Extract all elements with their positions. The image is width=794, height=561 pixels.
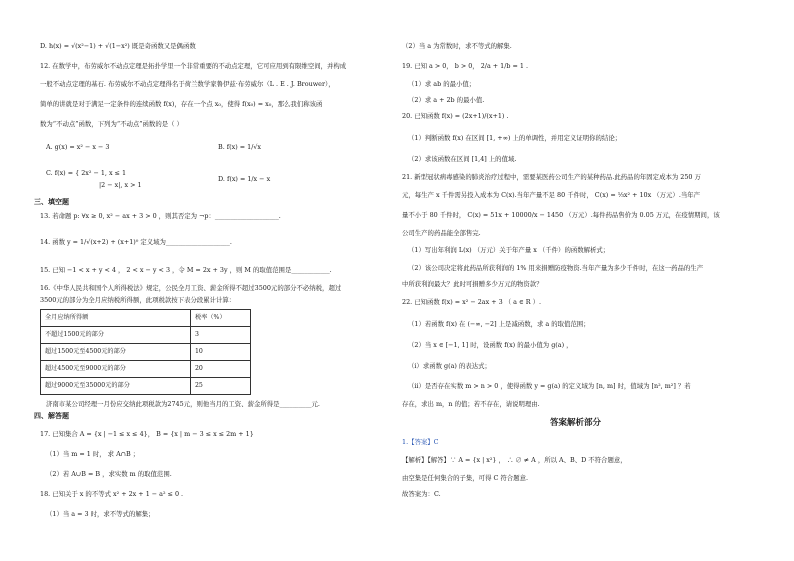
q12-text-line1: 12. 在数学中，布劳威尔不动点定理是拓扑学里一个非常重要的不动点定理，它可应用到有限维空间，并构成 bbox=[40, 62, 347, 70]
answer-1-analysis-line3: 故答案为：C. bbox=[402, 490, 441, 498]
q18-part2: （2）当 a 为常数时，求不等式的解集. bbox=[402, 42, 512, 50]
answer-1-analysis-line1: 【解析】【解答】∵ A = {x | x²} ， ∴ ∅ ≠ A ，所以 A、B、D 不符合题意， bbox=[402, 456, 627, 464]
q20: 20. 已知函数 f(x) = (2x+1)/(x+1) . bbox=[402, 112, 509, 120]
q20-part2: （2）求该函数在区间 [1,4] 上的值域. bbox=[408, 155, 517, 163]
table-header-cell: 税率（%） bbox=[191, 310, 251, 327]
q22-part2-ii-line1: （ii）是否存在实数 m > n > 0 ，使得函数 y = g(a) 的定义域为 [n, m] 时，值域为 [n², m²] ？若 bbox=[408, 382, 691, 390]
table-row bbox=[41, 361, 251, 378]
table-cell: 不超过1500元的部分 bbox=[41, 327, 191, 344]
tax-rate-table bbox=[40, 309, 251, 395]
q12-option-c-line2: |2 − x|, x > 1 bbox=[99, 181, 142, 189]
q17-part2: （2）若 A∪B = B ，求实数 m 的取值范围. bbox=[46, 470, 172, 478]
table-row bbox=[41, 344, 251, 361]
table-cell: 20 bbox=[191, 361, 251, 378]
table-cell: 10 bbox=[191, 344, 251, 361]
q19: 19. 已知 a > 0， b > 0， 2/a + 1/b = 1 . bbox=[402, 62, 529, 70]
q12-text-line4: 数为“不动点”函数，下列为“不动点”函数的是（ ） bbox=[40, 120, 183, 128]
q12-option-c-line1: C. f(x) = { 2x² − 1, x ≤ 1 bbox=[46, 169, 127, 177]
right-column bbox=[400, 0, 760, 561]
q15: 15. 已知 −1 < x + y < 4 ， 2 < x − y < 3 ，令 M = 2x + 3y ，则 M 的取值范围是____________. bbox=[40, 266, 332, 274]
q13: 13. 若命题 p: ∀x ≥ 0, x² − ax + 3 > 0 ，则其否定为 ¬p：____________________. bbox=[40, 212, 281, 220]
table-row bbox=[41, 378, 251, 395]
q17-part1: （1）当 m = 1 时， 求 A∩B ； bbox=[46, 450, 140, 458]
q19-part2: （2）求 a + 2b 的最小值. bbox=[408, 96, 485, 104]
table-cell: 25 bbox=[191, 378, 251, 395]
table-cell: 超过4500元至9000元的部分 bbox=[41, 361, 191, 378]
q18-part1: （1）当 a = 3 时，求不等式的解集； bbox=[46, 510, 155, 518]
q16-text-line2: 3500元的部分为全月应纳税所得额，此项税款按下表分段累计计算： bbox=[40, 296, 236, 304]
q16-text-line3: 济南市某公司经理一月份应交纳此项税款为2745元，则他当月的工资、薪金所得是__________元. bbox=[46, 400, 320, 408]
q12-text-line2: 一般不动点定理的基石. 布劳威尔不动点定理得名于荷兰数学家鲁伊兹·布劳威尔（L . E . J. Brouwer）， bbox=[40, 80, 335, 88]
q22-part2: （2）当 x ∈ [−1, 1] 时，设函数 f(x) 的最小值为 g(a) ， bbox=[408, 341, 573, 349]
q21-part2-line2: 中所获利润最大？此时可捐赠多少万元的物资款？ bbox=[402, 280, 543, 288]
q11-option-d: D. h(x) = √(x²−1) + √(1−x²) 既是奇函数又是偶函数 bbox=[40, 42, 196, 50]
q12-option-d: D. f(x) = 1/x − x bbox=[218, 175, 271, 183]
q22-part2-ii-line2: 存在，求出 m，n 的值；若不存在，请说明理由. bbox=[402, 400, 540, 408]
q21-text-line4: 公司生产的药品能全部售完. bbox=[402, 229, 481, 237]
answer-1-tag: 1.【答案】C bbox=[402, 438, 439, 446]
q12-option-a: A. g(x) = x² − x − 3 bbox=[46, 143, 110, 151]
q12-text-line3: 简单的讲就是对于满足一定条件的连续函数 f(x)，存在一个点 x₀，使得 f(x₀) = x₀，那么我们称该函 bbox=[40, 100, 323, 108]
answer-section-title: 答案解析部分 bbox=[550, 418, 602, 428]
q12-option-b: B. f(x) = 1/√x bbox=[218, 143, 262, 151]
q19-part1: （1）求 ab 的最小值； bbox=[408, 80, 476, 88]
q21-part1: （1）写出年利润 L(x) （万元）关于年产量 x （千件）的函数解析式； bbox=[408, 246, 610, 254]
q21-text-line3: 量不小于 80 千件时， C(x) = 51x + 10000/x − 1450 （万元）.每件药品售价为 0.05 万元，在疫情期间，该 bbox=[402, 211, 720, 219]
table-cell: 超过9000元至35000元的部分 bbox=[41, 378, 191, 395]
table-row bbox=[41, 327, 251, 344]
q22: 22. 已知函数 f(x) = x² − 2ax + 3 （ a ∈ R ）. bbox=[402, 298, 542, 306]
section-answer-heading: 四、解答题 bbox=[34, 411, 69, 420]
answer-1-analysis-line2: 由空集是任何集合的子集，可得 C 符合题意. bbox=[402, 474, 529, 482]
q14: 14. 函数 y = 1/√(x+2) + (x+1)⁰ 定义域为____________________. bbox=[40, 238, 232, 246]
q21-text-line1: 21. 新型冠状病毒感染的肺炎治疗过程中，需要某医药公司生产的某种药品.此药品的年固定成本为 250 万 bbox=[402, 173, 701, 181]
table-header-cell: 全月应纳所得额 bbox=[41, 310, 191, 327]
q22-part1: （1）若函数 f(x) 在 (−∞, −2] 上是减函数，求 a 的取值范围； bbox=[408, 320, 590, 328]
q18: 18. 已知关于 x 的不等式 x² + 2x + 1 − a² ≤ 0 . bbox=[40, 490, 184, 498]
table-cell: 3 bbox=[191, 327, 251, 344]
q22-part2-i: （i）求函数 g(a) 的表达式； bbox=[408, 362, 491, 370]
table-cell: 超过1500元至4500元的部分 bbox=[41, 344, 191, 361]
q21-part2-line1: （2）该公司决定将此药品所获利润的 1% 用来捐赠防疫物资.当年产量为多少千件时，在这一药品的生产 bbox=[408, 264, 704, 272]
q20-part1: （1）判断函数 f(x) 在区间 [1, +∞) 上的单调性，并用定义证明你的结论； bbox=[408, 134, 622, 142]
section-fill-in-heading: 三、填空题 bbox=[34, 197, 69, 206]
q16-text-line1: 16.《中华人民共和国个人所得税法》规定，公民全月工资、薪金所得不超过3500元的部分不必纳税，超过 bbox=[40, 284, 342, 292]
q21-text-line2: 元，每生产 x 千件需另投入成本为 C(x).当年产量不足 80 千件时， C(x) = ⅓x² + 10x （万元）.当年产 bbox=[402, 191, 701, 199]
table-header-row bbox=[41, 310, 251, 327]
left-column bbox=[32, 0, 392, 561]
q17: 17. 已知集合 A = {x | −1 ≤ x ≤ 4}， B = {x | m − 3 ≤ x ≤ 2m + 1} bbox=[40, 430, 254, 438]
